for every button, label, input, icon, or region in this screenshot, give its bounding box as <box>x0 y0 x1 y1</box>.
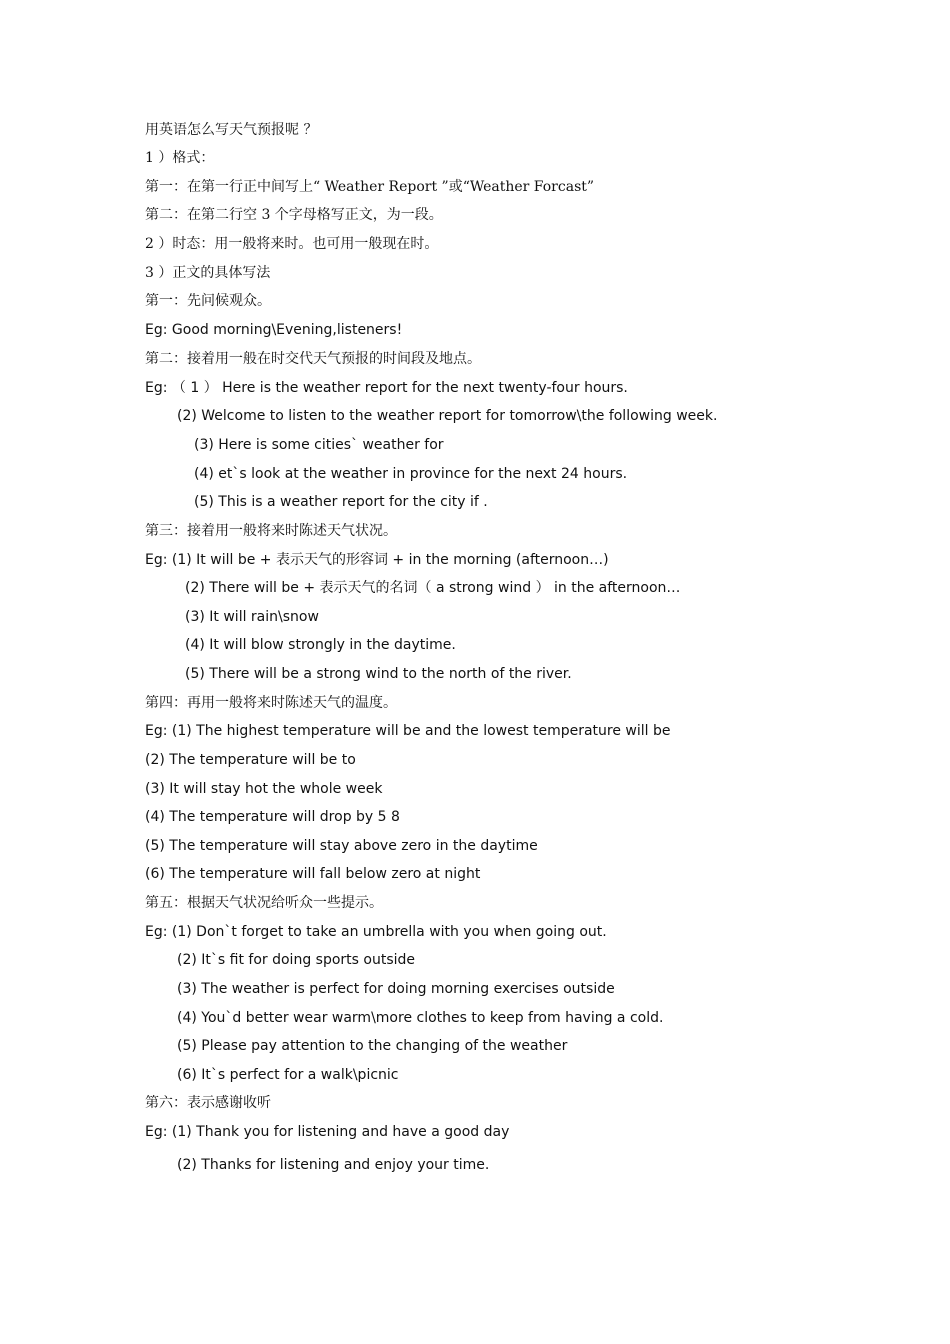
example-line: (4) The temperature will drop by 5 8 <box>145 809 400 825</box>
step-heading: 第四：再用一般将来时陈述天气的温度。 <box>145 695 397 711</box>
example-line: (6) It`s perfect for a walk\picnic <box>177 1067 399 1083</box>
example-line: Eg: Good morning\Evening,listeners! <box>145 322 403 338</box>
example-line: (3) It will stay hot the whole week <box>145 781 383 797</box>
step-heading: 第二：接着用一般在时交代天气预报的时间段及地点。 <box>145 351 481 367</box>
step-heading: 第六：表示感谢收听 <box>145 1095 271 1111</box>
text-line: 第一：在第一行正中间写上“ Weather Report ”或“Weather Forcast” <box>145 179 595 195</box>
example-line: (5) This is a weather report for the city if . <box>194 494 488 510</box>
step-heading: 第一：先问候观众。 <box>145 293 271 309</box>
step-heading: 第三：接着用一般将来时陈述天气状况。 <box>145 523 397 539</box>
example-line: (4) et`s look at the weather in province for the next 24 hours. <box>194 466 628 482</box>
example-line: (4) You`d better wear warm\more clothes to keep from having a cold. <box>177 1010 664 1026</box>
step-heading: 第五：根据天气状况给听众一些提示。 <box>145 895 383 911</box>
section-heading-tense: 2 ）时态：用一般将来时。也可用一般现在时。 <box>145 236 439 252</box>
example-line: Eg: (1) Don`t forget to take an umbrella with you when going out. <box>145 924 607 940</box>
text-line: 第二：在第二行空 3 个字母格写正文，为一段。 <box>145 207 443 223</box>
example-line: (3) Here is some cities` weather for <box>194 437 444 453</box>
example-line: (6) The temperature will fall below zero at night <box>145 866 481 882</box>
example-line: Eg: (1) Thank you for listening and have a good day <box>145 1124 510 1140</box>
example-line: Eg: (1) The highest temperature will be and the lowest temperature will be <box>145 723 671 739</box>
example-line: (5) There will be a strong wind to the north of the river. <box>185 666 572 682</box>
example-line: (2) Thanks for listening and enjoy your time. <box>177 1157 490 1173</box>
example-line: (2) It`s fit for doing sports outside <box>177 952 415 968</box>
example-line: (2) There will be + 表示天气的名词（ a strong wind ） in the afternoon… <box>185 580 681 596</box>
example-line: (5) The temperature will stay above zero in the daytime <box>145 838 538 854</box>
section-heading-format: 1 ）格式： <box>145 150 215 166</box>
example-line: Eg: （ 1 ） Here is the weather report for the next twenty-four hours. <box>145 380 628 396</box>
example-line: (2) Welcome to listen to the weather report for tomorrow\the following week. <box>177 408 718 424</box>
example-line: (2) The temperature will be to <box>145 752 356 768</box>
example-line: Eg: (1) It will be + 表示天气的形容词 + in the morning (afternoon…) <box>145 552 609 568</box>
doc-title: 用英语怎么写天气预报呢 ？ <box>145 122 318 138</box>
example-line: (5) Please pay attention to the changing of the weather <box>177 1038 568 1054</box>
section-heading-body: 3 ）正文的具体写法 <box>145 265 271 281</box>
example-line: (3) The weather is perfect for doing morning exercises outside <box>177 981 615 997</box>
example-line: (4) It will blow strongly in the daytime. <box>185 637 456 653</box>
example-line: (3) It will rain\snow <box>185 609 319 625</box>
